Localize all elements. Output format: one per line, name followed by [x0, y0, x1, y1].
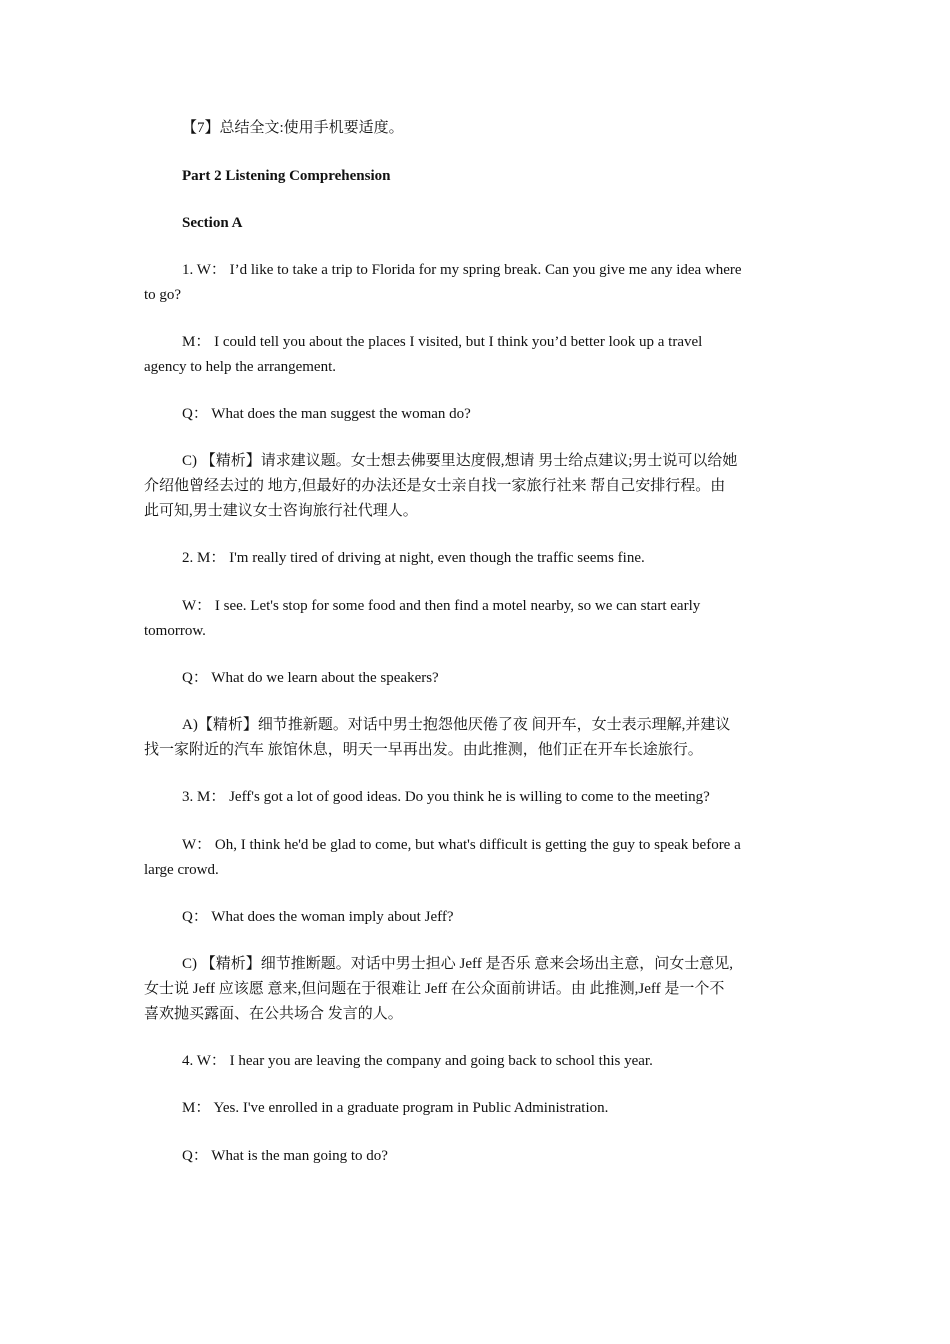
section-title: Section A: [182, 215, 243, 231]
q4-woman-line-1: 4. W： I hear you are leaving the company and going back to school this year.: [182, 1053, 653, 1069]
q3-woman-line-2: large crowd.: [144, 862, 219, 878]
q3-analysis-line-3: 喜欢抛买露面、在公共场合 发言的人。: [144, 1006, 403, 1022]
q2-question: Q： What do we learn about the speakers?: [182, 670, 439, 686]
q3-man-line-1: 3. M： Jeff's got a lot of good ideas. Do you think he is willing to come to the meeting?: [182, 789, 710, 805]
q1-question: Q： What does the man suggest the woman do?: [182, 406, 471, 422]
q1-woman-line-1: 1. W： I’d like to take a trip to Florida for my spring break. Can you give me any idea where: [182, 262, 742, 278]
q1-man-line-1: M： I could tell you about the places I visited, but I think you’d better look up a travel: [182, 334, 703, 350]
q2-woman-line-2: tomorrow.: [144, 623, 206, 639]
summary-note: 【7】总结全文:使用手机要适度。: [182, 120, 404, 136]
q4-man-line-1: M： Yes. I've enrolled in a graduate program in Public Administration.: [182, 1100, 609, 1116]
q2-analysis-line-1: A)【精析】细节推新题。对话中男士抱怨他厌倦了夜 间开车，女士表示理解,并建议: [182, 717, 731, 733]
q1-analysis-line-3: 此可知,男士建议女士咨询旅行社代理人。: [144, 503, 418, 519]
q3-woman-line-1: W： Oh, I think he'd be glad to come, but what's difficult is getting the guy to speak before a: [182, 837, 741, 853]
q4-question: Q： What is the man going to do?: [182, 1148, 388, 1164]
q3-analysis-line-2: 女士说 Jeff 应该愿 意来,但问题在于很难让 Jeff 在公众面前讲话。由 此推测,Jeff 是一个不: [144, 981, 725, 997]
q2-woman-line-1: W： I see. Let's stop for some food and then find a motel nearby, so we can start early: [182, 598, 701, 614]
q1-man-line-2: agency to help the arrangement.: [144, 359, 336, 375]
part-title: Part 2 Listening Comprehension: [182, 168, 391, 184]
q1-analysis-line-1: C) 【精析】请求建议题。女士想去佛要里达度假,想请 男士给点建议;男士说可以给她: [182, 453, 738, 469]
q2-man-line-1: 2. M： I'm really tired of driving at night, even though the traffic seems fine.: [182, 550, 645, 566]
q3-question: Q： What does the woman imply about Jeff?: [182, 909, 454, 925]
q1-woman-line-2: to go?: [144, 287, 182, 303]
q3-analysis-line-1: C) 【精析】细节推断题。对话中男士担心 Jeff 是否乐 意来会场出主意，问女士意见,: [182, 956, 733, 972]
q1-analysis-line-2: 介绍他曾经去过的 地方,但最好的办法还是女士亲自找一家旅行社来 帮自己安排行程。由: [144, 478, 726, 494]
q2-analysis-line-2: 找一家附近的汽车 旅馆休息，明天一早再出发。由此推测，他们正在开车长途旅行。: [144, 742, 703, 758]
